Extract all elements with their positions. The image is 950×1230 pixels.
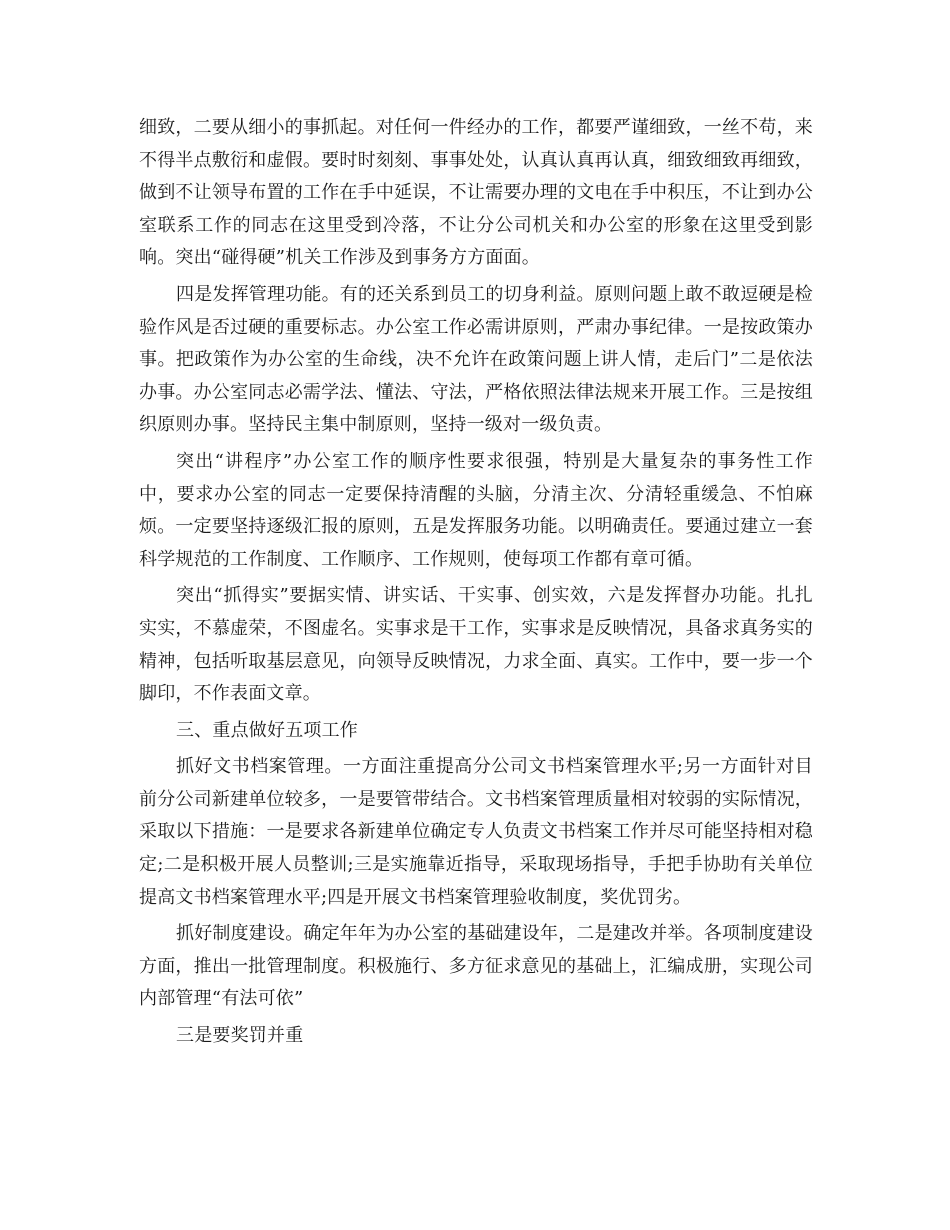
document-body — [139, 112, 813, 1057]
paragraph-7: 三是要奖罚并重 — [176, 1025, 304, 1047]
paragraph-4: 突出“抓得实”要据实情、讲实话、干实事、创实效，六是发挥督办功能。扎扎实实，不慕虚荣，不图虚名。实事求是干工作，实事求是反映情况，具备求真务实的精神，包括听取基层意见，向领导反映情况，力求全面、真实。工作中，要一步一个脚印，不作表面文章。 — [139, 585, 813, 705]
section-heading: 三、重点做好五项工作 — [176, 719, 358, 741]
paragraph-2: 四是发挥管理功能。有的还关系到员工的切身利益。原则问题上敢不敢逗硬是检验作风是否过硬的重要标志。办公室工作必需讲原则，严肃办事纪律。一是按政策办事。把政策作为办公室的生命线，决不允许在政策问题上讲人情，走后门”二是依法办事。办公室同志必需学法、懂法、守法，严格依照法律法规来开展工作。三是按组织原则办事。坚持民主集中制原则，坚持一级对一级负责。 — [139, 283, 813, 436]
paragraph-5: 抓好文书档案管理。一方面注重提高分公司文书档案管理水平;另一方面针对目前分公司新建单位较多，一是要管带结合。文书档案管理质量相对较弱的实际情况，采取以下措施：一是要求各新建单位确定专人负责文书档案工作并尽可能坚持相对稳定;二是积极开展人员整训;三是实施靠近指导，采取现场指导，手把手协助有关单位提高文书档案管理水平;四是开展文书档案管理验收制度，奖优罚劣。 — [139, 756, 813, 908]
paragraph-1: 细致，二要从细小的事抓起。对任何一件经办的工作，都要严谨细致，一丝不苟，来不得半点敷衍和虚假。要时时刻刻、事事处处，认真认真再认真，细致细致再细致，做到不让领导布置的工作在手中延误，不让需要办理的文电在手中积压，不让到办公室联系工作的同志在这里受到冷落，不让分公司机关和办公室的形象在这里受到影响。突出“碰得硬”机关工作涉及到事务方方面面。 — [139, 117, 813, 269]
paragraph-6: 抓好制度建设。确定年年为办公室的基础建设年，二是建改并举。各项制度建设方面，推出一批管理制度。积极施行、多方征求意见的基础上，汇编成册，实现公司内部管理“有法可依” — [139, 923, 813, 1010]
paragraph-3: 突出“讲程序”办公室工作的顺序性要求很强，特别是大量复杂的事务性工作中，要求办公室的同志一定要保持清醒的头脑，分清主次、分清轻重缓急、不怕麻烦。一定要坚持逐级汇报的原则，五是发挥服务功能。以明确责任。要通过建立一套科学规范的工作制度、工作顺序、工作规则，使每项工作都有章可循。 — [139, 450, 813, 570]
